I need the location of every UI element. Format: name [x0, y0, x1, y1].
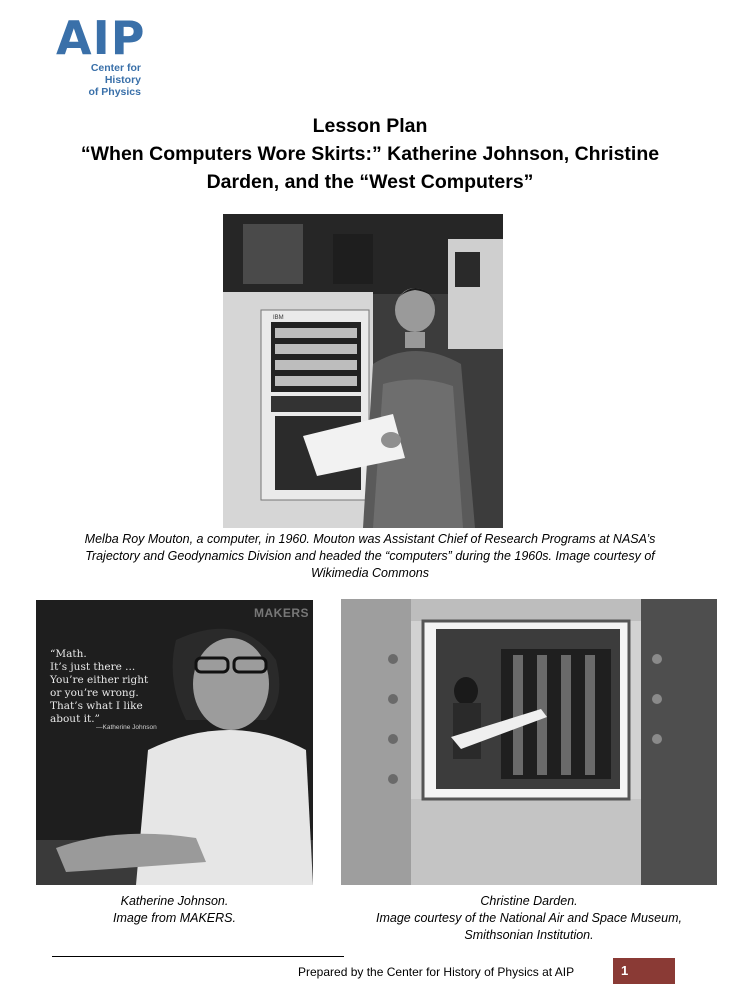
title-line2: “When Computers Wore Skirts:” Katherine Johnson, Christine	[80, 143, 660, 165]
photo-darden-graphic	[341, 599, 717, 885]
logo-mark: AIP	[56, 11, 146, 65]
caption-mouton-line2: Trajectory and Geodynamics Division and headed the “computers” during the 1960s. Image courtesy of	[85, 549, 655, 563]
caption-darden-line2: Image courtesy of the National Air and Space Museum,	[376, 911, 682, 925]
aip-logo	[56, 11, 156, 98]
logo-sub-line2: of Physics	[88, 86, 141, 98]
photo-mouton	[223, 214, 503, 528]
logo-subtitle	[56, 62, 141, 98]
quote-line6: about it.”	[50, 713, 100, 725]
quote-line5: That’s what I like	[50, 700, 143, 712]
footer-credit: Prepared by the Center for History of Physics at AIP	[298, 965, 575, 979]
page-number-badge: 1	[613, 958, 675, 984]
photo-johnson-graphic	[36, 600, 313, 885]
footer-divider	[52, 956, 344, 957]
caption-darden	[341, 893, 717, 944]
caption-darden-line1: Christine Darden.	[480, 894, 578, 908]
makers-brand: MAKERS	[253, 606, 309, 620]
photo-johnson	[36, 600, 313, 885]
caption-mouton-line1: Melba Roy Mouton, a computer, in 1960. Mouton was Assistant Chief of Research Programs at NASA’s	[84, 532, 656, 546]
quote-line4: or you’re wrong.	[50, 687, 139, 699]
quote-line3: You’re either right	[50, 674, 149, 686]
caption-mouton	[40, 531, 700, 582]
quote-line2: It’s just there ...	[50, 661, 136, 673]
caption-darden-line3: Smithsonian Institution.	[464, 928, 594, 942]
title-line3: Darden, and the “West Computers”	[206, 171, 534, 193]
caption-johnson-line1: Katherine Johnson.	[120, 894, 229, 908]
title-line1: Lesson Plan	[312, 115, 428, 137]
logo-sub-line1: Center for History	[90, 62, 141, 86]
photo-darden	[341, 599, 717, 885]
quote-attribution: —Katherine Johnson	[96, 724, 157, 731]
caption-johnson	[36, 893, 313, 927]
caption-mouton-line3: Wikimedia Commons	[311, 566, 429, 580]
quote-line1: “Math.	[50, 648, 87, 660]
photo-mouton-graphic	[223, 214, 503, 528]
document-title	[0, 112, 740, 196]
machine-label: IBM	[273, 315, 284, 321]
caption-johnson-line2: Image from MAKERS.	[113, 911, 236, 925]
johnson-quote	[50, 648, 200, 726]
